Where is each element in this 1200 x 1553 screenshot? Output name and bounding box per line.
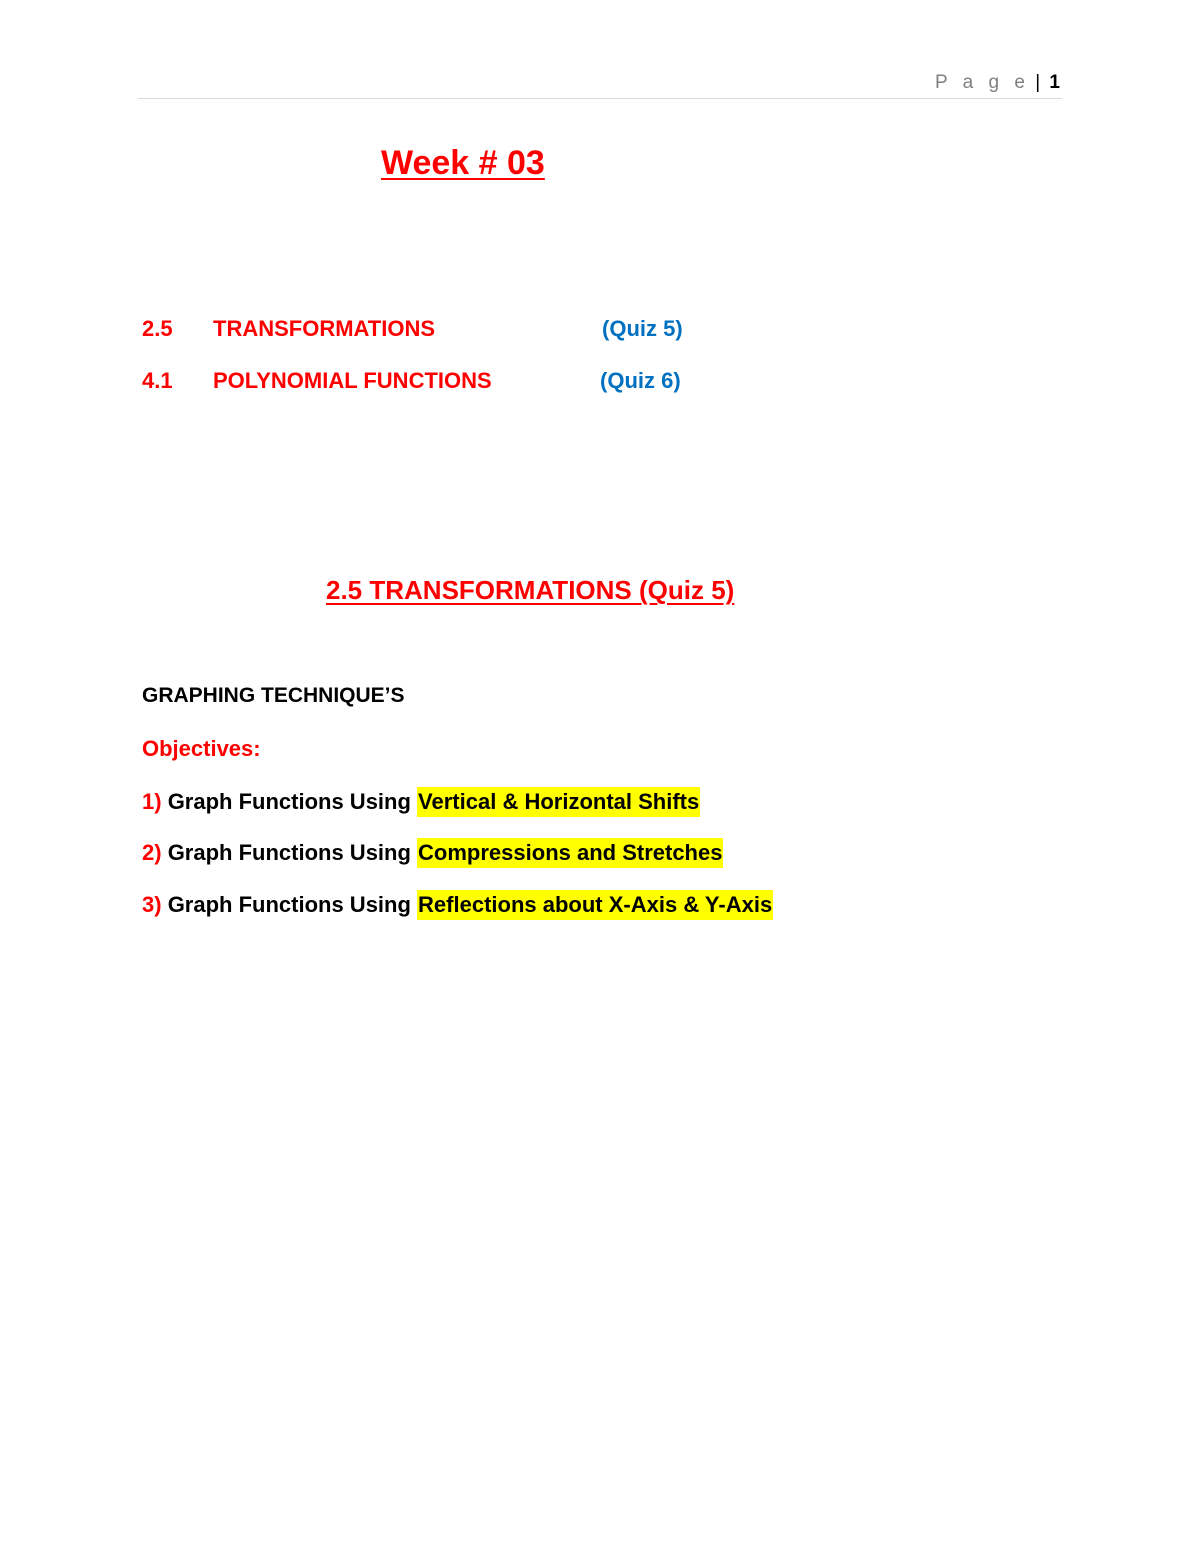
objective-number: 3): [142, 892, 162, 917]
objective-item: [142, 840, 723, 866]
objective-highlight: Compressions and Stretches: [417, 838, 723, 868]
objective-highlight: Reflections about X-Axis & Y-Axis: [417, 890, 773, 920]
objectives-label: Objectives:: [142, 736, 261, 761]
page-separator: |: [1035, 72, 1041, 93]
objective-text: Graph Functions Using: [167, 789, 411, 814]
toc-row: [142, 368, 842, 398]
week-title: Week # 03: [381, 144, 545, 182]
toc-section-number: 2.5: [142, 316, 173, 341]
objective-text: Graph Functions Using: [167, 892, 411, 917]
page-number: [935, 72, 1060, 94]
toc-quiz-label: (Quiz 6): [600, 368, 681, 393]
objective-number: 2): [142, 840, 162, 865]
toc-quiz-label: (Quiz 5): [602, 316, 683, 341]
section-heading: 2.5 TRANSFORMATIONS (Quiz 5): [326, 575, 735, 605]
objective-highlight: Vertical & Horizontal Shifts: [417, 787, 700, 817]
graphing-techniques-heading: GRAPHING TECHNIQUE’S: [142, 684, 405, 707]
toc-section-number: 4.1: [142, 368, 173, 393]
objective-number: 1): [142, 789, 162, 814]
page-label: P a g e: [935, 72, 1030, 93]
toc-section-title: TRANSFORMATIONS: [213, 316, 436, 341]
toc-row: [142, 316, 842, 346]
page-header: [138, 70, 1062, 99]
page-number-value: 1: [1049, 72, 1060, 93]
objective-item: [142, 892, 773, 918]
toc-section-title: POLYNOMIAL FUNCTIONS: [213, 368, 492, 393]
objective-text: Graph Functions Using: [167, 840, 411, 865]
objective-item: [142, 789, 700, 815]
